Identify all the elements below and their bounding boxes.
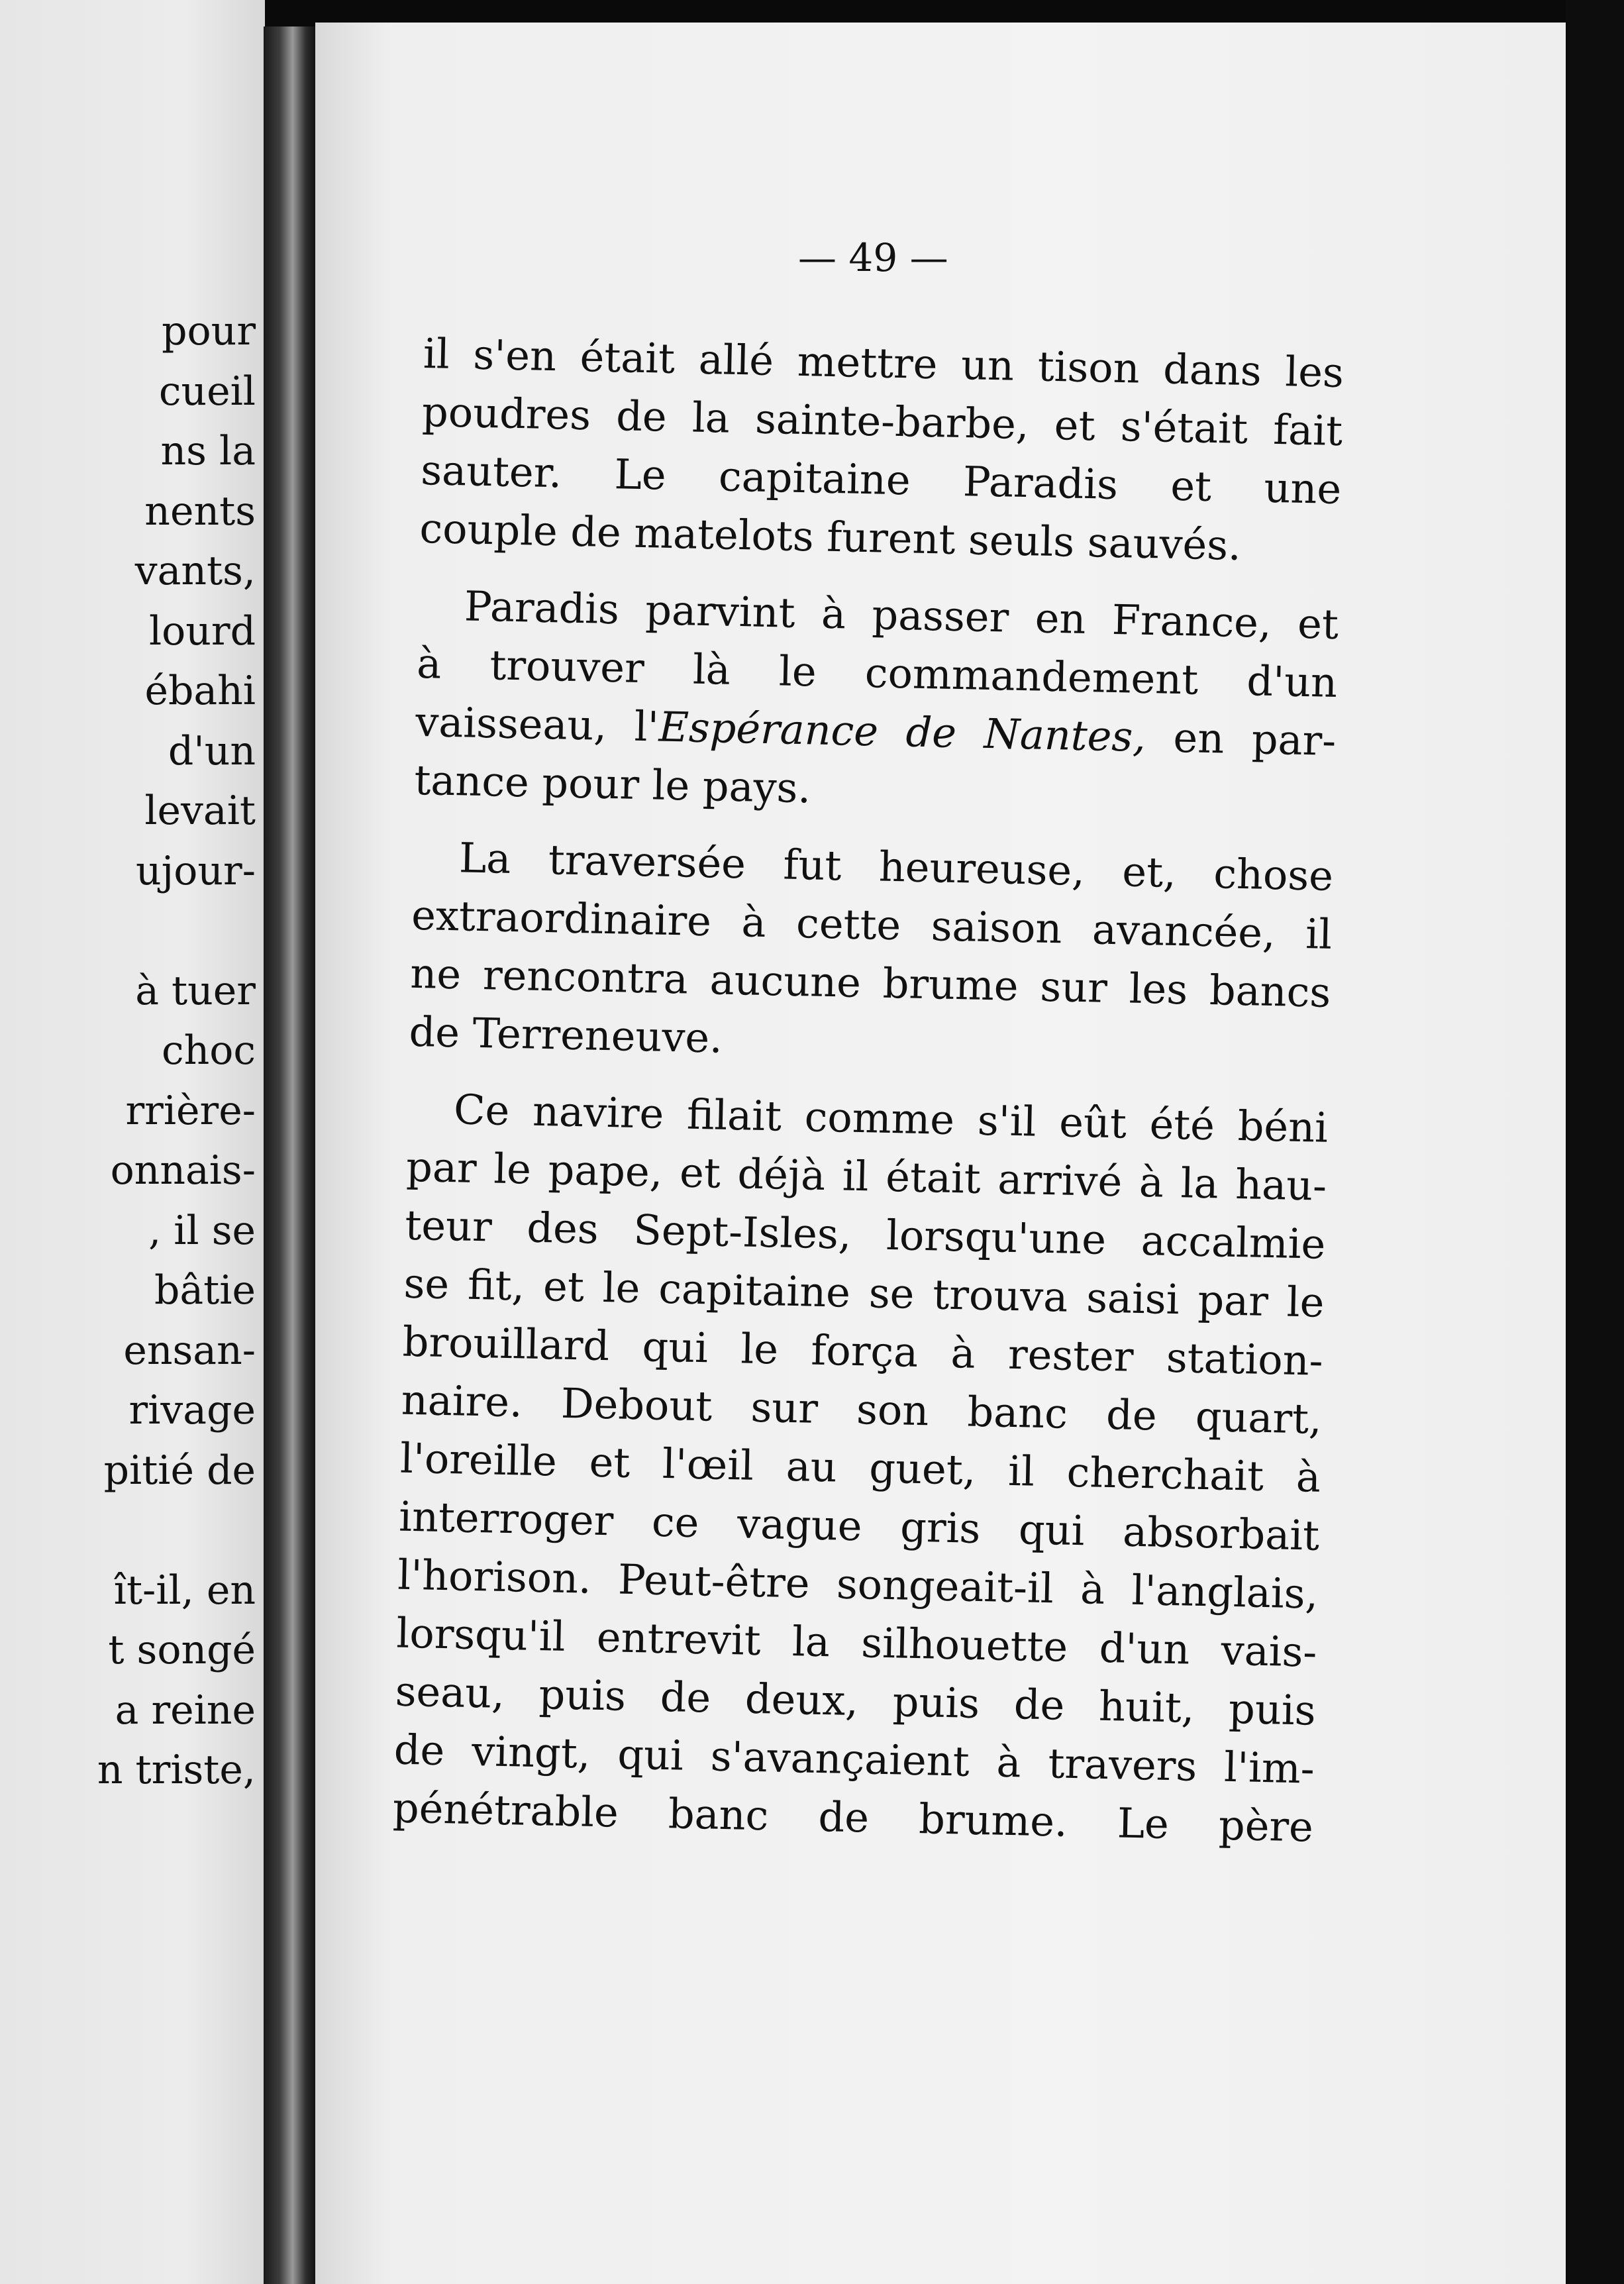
left-line: rivage: [128, 1387, 256, 1433]
text-line: pénétrable banc de brume. Le père: [392, 1783, 1314, 1851]
text-line: ne rencontra aucune brume sur les bancs: [409, 949, 1331, 1017]
left-line: onnais-: [110, 1147, 256, 1194]
text-line: Ce navire filait comme s'il eût été béni: [453, 1085, 1329, 1152]
text-line: à trouver là le commandement d'un: [416, 639, 1338, 707]
left-line: levait: [144, 788, 256, 834]
text-line: extraordinaire à cette saison avancée, il: [411, 890, 1333, 959]
left-line: , il se: [148, 1207, 256, 1254]
left-line: pitié de: [103, 1447, 256, 1494]
left-line: ît-il, en: [113, 1567, 256, 1614]
text-line: poudres de la sainte-barbe, et s'était fait: [421, 387, 1343, 456]
text-line: de vingt, qui s'avançaient à travers l'im-: [393, 1725, 1315, 1793]
left-page: [0, 0, 265, 2284]
left-line: t songé: [108, 1627, 256, 1673]
paragraph: [392, 1080, 1329, 1857]
paragraph: [419, 325, 1345, 577]
left-line: ns la: [160, 428, 256, 474]
text-line: se fit, et le capitaine se trouva saisi par le: [403, 1259, 1325, 1327]
left-line: [97, 1500, 256, 1561]
text-line: naire. Debout sur son banc de quart,: [401, 1375, 1323, 1443]
text-line: sauter. Le capitaine Paradis et une: [420, 445, 1342, 514]
left-line: [97, 901, 256, 961]
paragraph: [409, 828, 1334, 1080]
text-run: vaisseau, l': [415, 697, 660, 751]
text-line: Paradis parvint à passer en France, et: [464, 582, 1339, 649]
left-line: n triste,: [97, 1747, 256, 1793]
left-line: lourd: [148, 607, 256, 654]
left-line: vants,: [134, 548, 256, 594]
left-line: choc: [162, 1027, 256, 1074]
text-line: l'horison. Peut-être songeait-il à l'anglais,: [397, 1550, 1319, 1618]
text-line: La traversée fut heureuse, et, chose: [458, 833, 1334, 900]
left-line: ébahi: [144, 668, 256, 714]
page-number: — 49 —: [798, 235, 948, 280]
left-line: bâtie: [154, 1267, 256, 1314]
text-line: de Terreneuve.: [408, 1007, 723, 1063]
paragraph: [414, 576, 1339, 829]
left-line: nents: [144, 488, 256, 535]
left-line: d'un: [168, 727, 256, 774]
book-gutter: [264, 26, 317, 2284]
left-line: à tuer: [135, 967, 256, 1014]
page-edge-shadow: [1566, 0, 1624, 2284]
left-line: ensan-: [123, 1327, 256, 1374]
text-run: en par-: [1145, 712, 1337, 765]
text-line: couple de matelots furent seuls sauvés.: [419, 503, 1242, 570]
ship-name: Espérance de Nantes,: [658, 702, 1146, 761]
left-line: cueil: [158, 368, 256, 415]
text-line: lorsqu'il entrevit la silhouette d'un vais-: [395, 1608, 1318, 1677]
page-body: [392, 325, 1345, 1875]
text-line: seau, puis de deux, puis de huit, puis: [395, 1667, 1317, 1735]
text-line: brouillard qui le força à rester station-: [402, 1317, 1324, 1385]
left-line: pour: [162, 308, 256, 354]
left-page-text: [97, 301, 256, 1800]
text-line: l'oreille et l'œil au guet, il cherchait à: [399, 1433, 1321, 1502]
left-line: rrière-: [125, 1087, 256, 1134]
text-line: par le pape, et déjà il était arrivé à la hau-: [405, 1142, 1327, 1210]
left-line: ujour-: [136, 847, 256, 894]
text-line: tance pour le pays.: [413, 755, 811, 813]
left-line: a reine: [115, 1687, 256, 1734]
text-line: il s'en était allé mettre un tison dans les: [423, 329, 1345, 397]
text-line: interroger ce vague gris qui absorbait: [398, 1492, 1320, 1560]
text-line: teur des Sept-Isles, lorsqu'une accalmie: [404, 1200, 1326, 1269]
